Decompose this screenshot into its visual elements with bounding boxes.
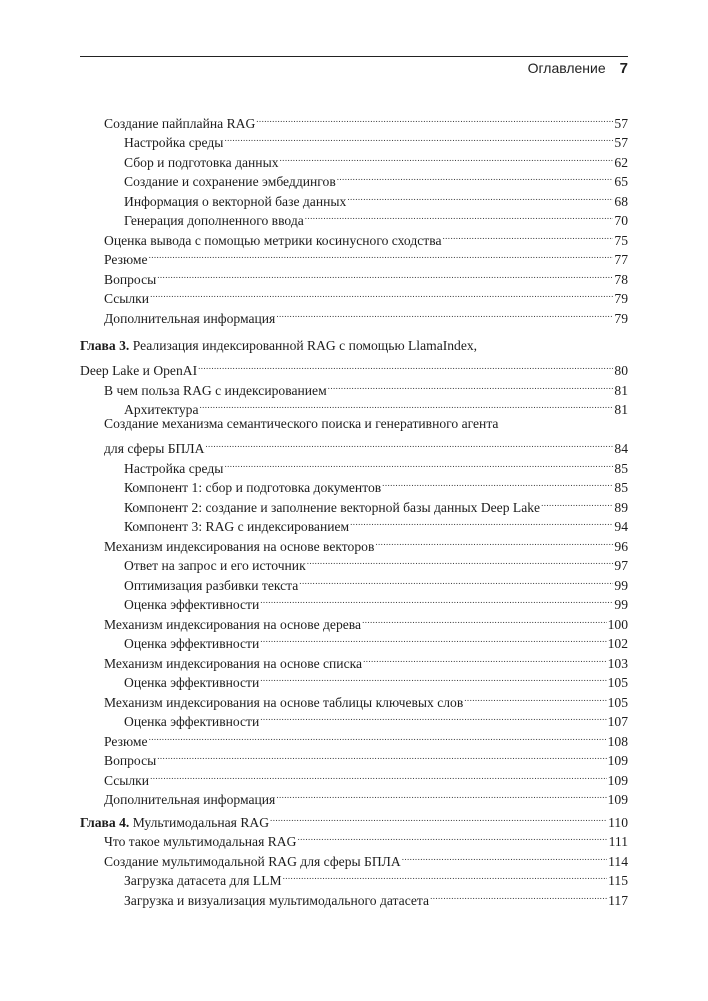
toc-entry[interactable] — [80, 453, 628, 476]
toc-entry-page: 99 — [614, 597, 628, 612]
toc-entry[interactable] — [80, 885, 628, 908]
toc-entry-title: Механизм индексирования на основе списка — [104, 655, 363, 671]
toc-entry[interactable] — [80, 512, 628, 532]
toc-entry[interactable] — [80, 609, 628, 632]
toc-entry-title: Создание мультимодальной RAG для сферы БПЛА — [104, 853, 401, 869]
toc-entry-title: Резюме — [104, 733, 148, 749]
toc-entry-title: Мультимодальная RAG — [132, 814, 270, 830]
toc-entry[interactable] — [80, 648, 628, 671]
toc-entry-page: 85 — [614, 480, 628, 495]
leader-dots — [157, 264, 613, 284]
toc-entry-page: 81 — [614, 402, 628, 417]
toc-entry-title: Компонент 2: создание и заполнение векторной базы данных Deep Lake — [124, 499, 541, 515]
leader-dots — [541, 492, 613, 512]
toc-entry-title: Настройка среды — [124, 460, 224, 476]
leader-dots — [328, 375, 614, 395]
leader-dots — [276, 303, 613, 323]
toc-entry-title: Генерация дополненного ввода — [124, 213, 304, 228]
toc-entry-title: Оптимизация разбивки текста — [124, 577, 299, 593]
toc-entry-title: Дополнительная информация — [104, 792, 276, 807]
toc-entry[interactable] — [80, 570, 628, 593]
leader-dots — [280, 147, 614, 167]
toc-entry-title: Создание и сохранение эмбеддингов — [124, 174, 336, 189]
toc-entry-title: Архитектура — [124, 402, 199, 417]
toc-entry-page: 78 — [614, 271, 628, 287]
toc-entry-page: 70 — [614, 213, 628, 228]
toc-entry-title-line: Реализация индексированной RAG с помощью LlamaIndex, — [132, 338, 478, 353]
toc-entry-page: 96 — [614, 538, 628, 554]
chapter-label: Глава 4. — [80, 814, 130, 830]
toc-entry-title: Ссылки — [104, 291, 150, 306]
leader-dots — [297, 827, 607, 847]
toc-entry[interactable] — [80, 629, 628, 649]
toc-entry-page: 79 — [614, 291, 628, 306]
toc-entry[interactable] — [80, 395, 628, 415]
toc-entry-title: Ответ на запрос и его источник — [124, 558, 306, 573]
toc-entry-page: 109 — [607, 772, 628, 788]
chapter-4-entry[interactable] — [80, 807, 628, 830]
leader-dots — [363, 648, 607, 668]
toc-entry[interactable] — [80, 245, 628, 265]
toc-entry-title: Оценка эффективности — [124, 675, 260, 690]
toc-entry-page: 114 — [608, 853, 628, 869]
leader-dots — [157, 746, 606, 766]
leader-dots — [149, 726, 607, 746]
toc-entry[interactable] — [80, 590, 628, 610]
toc-entry-page: 115 — [608, 873, 628, 888]
toc-entry[interactable] — [80, 531, 628, 554]
toc-entry[interactable] — [80, 707, 628, 727]
leader-dots — [430, 885, 607, 905]
leader-dots — [199, 395, 613, 415]
toc-entry-page: 62 — [614, 154, 628, 170]
toc-entry-page: 105 — [607, 694, 628, 710]
toc-entry-page: 84 — [614, 441, 628, 456]
toc-entry-page: 111 — [608, 834, 628, 849]
toc-entry-title: Оценка вывода с помощью метрики косинусного сходства — [104, 232, 442, 248]
toc-entry-page: 75 — [614, 232, 628, 248]
leader-dots — [347, 186, 613, 206]
toc-entry-title: Оценка эффективности — [124, 714, 260, 729]
toc-entry[interactable] — [80, 746, 628, 766]
toc-entry[interactable] — [80, 186, 628, 209]
toc-entry-page: 105 — [607, 675, 628, 690]
toc-entry-title: Deep Lake и OpenAI — [80, 363, 198, 378]
toc-entry[interactable] — [80, 492, 628, 515]
toc-entry-page: 117 — [608, 892, 628, 908]
page-number: 7 — [619, 60, 628, 77]
toc-entry-page: 80 — [614, 363, 628, 378]
leader-dots — [276, 785, 606, 805]
toc-entry[interactable] — [80, 866, 628, 886]
toc-entry-page: 85 — [614, 460, 628, 476]
toc-entry-page: 100 — [607, 616, 628, 632]
toc-entry[interactable] — [80, 785, 628, 805]
toc-entry-page: 107 — [607, 714, 628, 729]
toc-entry-title: Информация о векторной базе данных — [124, 193, 347, 209]
leader-dots — [205, 434, 613, 454]
leader-dots — [307, 551, 614, 571]
toc-entry-title: Компонент 1: сбор и подготовка документов — [124, 480, 382, 495]
leader-dots — [224, 453, 613, 473]
toc-entry-title: Загрузка и визуализация мультимодального датасета — [124, 892, 430, 908]
chapter-3-entry[interactable] — [80, 356, 628, 376]
toc-entry-title: Загрузка датасета для LLM — [124, 873, 282, 888]
toc-entry-page: 68 — [614, 193, 628, 209]
toc-entry-page: 81 — [614, 382, 628, 398]
toc-entry[interactable] — [80, 147, 628, 170]
leader-dots — [375, 531, 613, 551]
toc-entry-title: Создание пайплайна RAG — [104, 115, 256, 131]
section-title: Оглавление — [527, 60, 606, 76]
toc-entry[interactable] — [80, 225, 628, 248]
chapter-3-heading — [80, 336, 477, 356]
toc-entry-page: 108 — [607, 733, 628, 749]
leader-dots — [443, 225, 614, 245]
toc-entry[interactable] — [80, 687, 628, 710]
toc-entry-page: 109 — [607, 753, 628, 768]
toc-entry-title: Настройка среды — [124, 135, 224, 150]
toc-entry[interactable] — [80, 434, 628, 454]
toc-entry-line — [104, 414, 498, 434]
toc-entry[interactable] — [80, 765, 628, 788]
toc-entry-title: Вопросы — [104, 753, 157, 768]
toc-entry-title: Резюме — [104, 252, 148, 267]
leader-dots — [464, 687, 606, 707]
toc-entry-page: 65 — [614, 174, 628, 189]
toc-entry[interactable] — [80, 128, 628, 148]
leader-dots — [150, 284, 613, 304]
leader-dots — [382, 473, 613, 493]
toc-entry-title: Что такое мультимодальная RAG — [104, 834, 297, 849]
toc-entry[interactable] — [80, 264, 628, 287]
toc-entry[interactable] — [80, 473, 628, 493]
toc-entry-title: В чем польза RAG с индексированием — [104, 382, 327, 398]
leader-dots — [305, 206, 614, 226]
toc-entry-page: 110 — [608, 814, 628, 830]
toc-entry-title: Компонент 3: RAG с индексированием — [124, 519, 350, 534]
leader-dots — [299, 570, 613, 590]
leader-dots — [150, 765, 607, 785]
toc-entry-page: 99 — [614, 577, 628, 593]
toc-entry-page: 89 — [614, 499, 628, 515]
toc-entry-page: 94 — [614, 519, 628, 534]
toc-entry[interactable] — [80, 284, 628, 304]
toc-entry-title: Оценка эффективности — [124, 597, 260, 612]
leader-dots — [337, 167, 614, 187]
toc-entry-page: 97 — [614, 558, 628, 573]
toc-entry[interactable] — [80, 827, 628, 847]
toc-entry-title: Механизм индексирования на основе таблицы ключевых слов — [104, 694, 464, 710]
toc-entry[interactable] — [80, 726, 628, 749]
leader-dots — [350, 512, 613, 532]
toc-entry-page: 57 — [614, 115, 628, 131]
leader-dots — [260, 707, 606, 727]
toc-entry[interactable] — [80, 846, 628, 869]
leader-dots — [149, 245, 614, 265]
toc-entry[interactable] — [80, 668, 628, 688]
toc-entry-title: Дополнительная информация — [104, 310, 276, 326]
toc-entry-title: Вопросы — [104, 271, 157, 287]
toc-entry-page: 57 — [614, 135, 628, 150]
leader-dots — [362, 609, 607, 629]
leader-dots — [260, 629, 606, 649]
toc-entry-page: 109 — [607, 792, 628, 807]
toc-entry-title: Механизм индексирования на основе векторов — [104, 538, 375, 554]
toc-entry-title: Сбор и подготовка данных — [124, 154, 279, 170]
toc-entry-title: Ссылки — [104, 772, 150, 788]
toc-entry-page: 77 — [614, 252, 628, 267]
toc-entry-title-line: Создание механизма семантического поиска и генеративного агента — [104, 416, 499, 431]
toc-entry[interactable] — [80, 108, 628, 131]
toc-entry[interactable] — [80, 167, 628, 187]
chapter-label: Глава 3. — [80, 338, 130, 353]
leader-dots — [260, 668, 606, 688]
toc-entry[interactable] — [80, 206, 628, 226]
toc-entry-page: 103 — [607, 655, 628, 671]
toc-entry[interactable] — [80, 375, 628, 398]
leader-dots — [260, 590, 613, 610]
toc-entry-page: 79 — [614, 310, 628, 326]
toc-entry-title: Механизм индексирования на основе дерева — [104, 616, 362, 632]
leader-dots — [256, 108, 613, 128]
leader-dots — [402, 846, 607, 866]
toc-entry[interactable] — [80, 303, 628, 326]
leader-dots — [198, 356, 613, 376]
leader-dots — [270, 807, 607, 827]
leader-dots — [224, 128, 613, 148]
toc-entry-title: Оценка эффективности — [124, 636, 260, 651]
toc-entry[interactable] — [80, 551, 628, 571]
running-header — [528, 60, 628, 82]
leader-dots — [283, 866, 608, 886]
toc-entry-title: для сферы БПЛА — [104, 441, 205, 456]
header-rule — [80, 56, 628, 57]
toc-entry-page: 102 — [607, 636, 628, 651]
